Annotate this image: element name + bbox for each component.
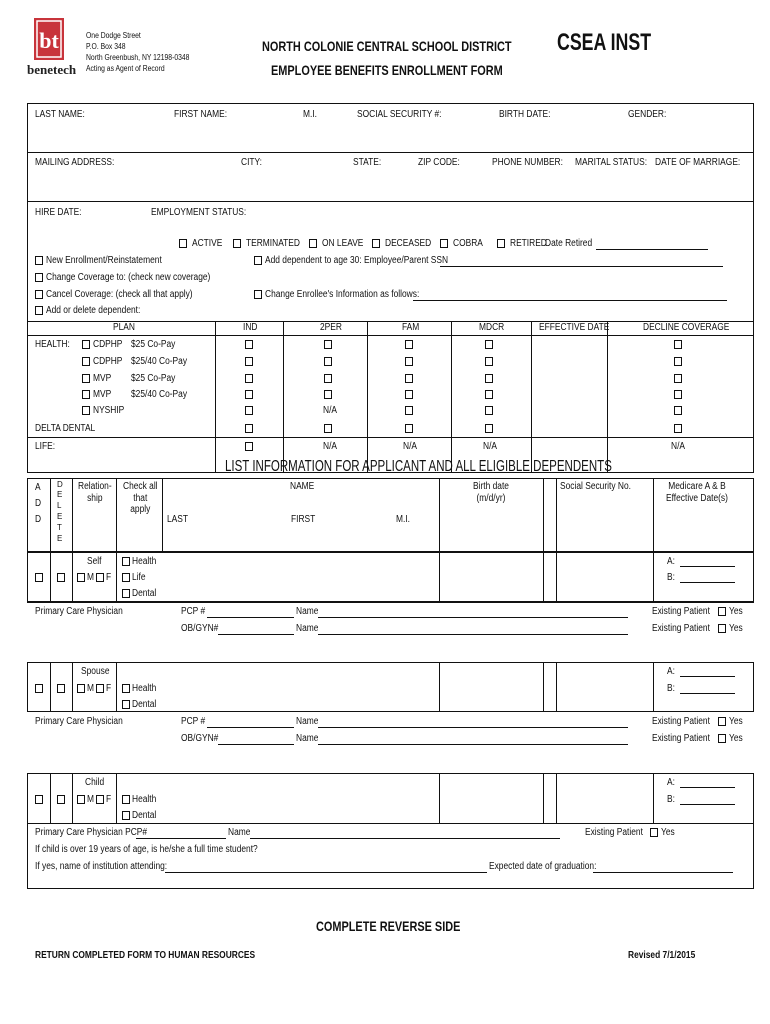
spouse-label: Spouse	[81, 666, 110, 677]
pcp-name-field[interactable]	[318, 617, 628, 618]
ssn-header: Social Security No.	[560, 481, 631, 492]
ind-checkbox[interactable]	[245, 390, 253, 399]
obgyn-name-field[interactable]	[318, 634, 628, 635]
decline-checkbox[interactable]	[674, 390, 682, 399]
mdcr-checkbox[interactable]	[485, 374, 493, 383]
status-terminated-label: TERMINATED	[246, 238, 300, 249]
2per-checkbox[interactable]	[324, 424, 332, 433]
male-label: M	[87, 683, 95, 694]
district-name: NORTH COLONIE CENTRAL SCHOOL DISTRICT	[262, 38, 512, 54]
city-label: CITY:	[241, 157, 263, 168]
delete-letter: E	[57, 534, 63, 543]
first-header: FIRST	[291, 514, 316, 525]
existing-patient-checkbox[interactable]	[718, 624, 726, 633]
dental-label: Dental	[132, 699, 157, 710]
existing-patient-label: Existing Patient	[585, 827, 643, 838]
change-coverage-checkbox[interactable]	[35, 273, 43, 282]
yes-label: Yes	[661, 827, 675, 838]
existing-patient-checkbox[interactable]	[718, 607, 726, 616]
status-retired-label: RETIRED	[510, 238, 547, 249]
name-header: NAME	[290, 481, 315, 492]
new-enrollment-checkbox[interactable]	[35, 256, 43, 265]
add-letter: A	[35, 482, 41, 493]
child-pcp-label: Primary Care Physician PCP#	[35, 827, 148, 838]
cancel-coverage-checkbox[interactable]	[35, 290, 43, 299]
plan-row-checkbox[interactable]	[82, 390, 90, 399]
medicare-b-field[interactable]	[680, 582, 735, 583]
plan-rate: $25/40 Co-Pay	[131, 356, 188, 367]
change-info-checkbox[interactable]	[254, 290, 262, 299]
birth-header: Birth date (m/d/yr)	[473, 481, 509, 504]
relationship-header: Relation- ship	[78, 481, 112, 504]
institution-label: If yes, name of institution attending:	[35, 861, 168, 872]
medicare-header: Medicare A & B Effective Date(s)	[666, 481, 728, 504]
spouse-delete-checkbox[interactable]	[57, 684, 65, 693]
yes-label: Yes	[729, 606, 743, 617]
marital-status-label: MARITAL STATUS:	[575, 157, 648, 168]
status-active-label: ACTIVE	[192, 238, 223, 249]
last-header: LAST	[167, 514, 189, 525]
pcp-name-label: Name	[296, 606, 319, 617]
obgyn-name-field[interactable]	[318, 744, 628, 745]
female-label: F	[106, 683, 112, 694]
medicare-a-field[interactable]	[680, 566, 735, 567]
graduation-label: Expected date of graduation:	[489, 861, 597, 872]
ind-header: IND	[243, 322, 258, 333]
medicare-a-field[interactable]	[680, 676, 735, 677]
mdcr-header: MDCR	[479, 322, 505, 333]
institution-field[interactable]	[165, 872, 487, 873]
2per-checkbox[interactable]	[324, 374, 332, 383]
health-label: Health	[132, 794, 157, 805]
medicare-a-label: A:	[667, 666, 675, 677]
yes-label: Yes	[729, 623, 743, 634]
first-name-label: FIRST NAME:	[174, 109, 228, 120]
marriage-date-label: DATE OF MARRIAGE:	[655, 157, 741, 168]
pcp-name-label: Name	[296, 716, 319, 727]
complete-reverse-side: COMPLETE REVERSE SIDE	[316, 918, 461, 934]
plan-name: MVP	[93, 389, 112, 400]
male-label: M	[87, 572, 95, 583]
child-label: Child	[85, 777, 105, 788]
medicare-a-field[interactable]	[680, 787, 735, 788]
decline-checkbox[interactable]	[674, 406, 682, 415]
birth-date-label: BIRTH DATE:	[499, 109, 551, 120]
add-dependent-30-label: Add dependent to age 30: Employee/Parent SSN	[265, 255, 449, 266]
medicare-b-field[interactable]	[680, 693, 735, 694]
delete-letter: E	[57, 512, 63, 521]
plan-row-checkbox[interactable]	[82, 340, 90, 349]
status-active-checkbox[interactable]	[179, 239, 187, 248]
fam-header: FAM	[402, 322, 420, 333]
2per-header: 2PER	[320, 322, 342, 333]
pcp-label: Primary Care Physician	[35, 716, 123, 727]
status-on-leave-label: ON LEAVE	[322, 238, 364, 249]
2per-checkbox[interactable]	[324, 340, 332, 349]
effective-date-header: EFFECTIVE DATE	[539, 322, 610, 333]
pcp-label: Primary Care Physician	[35, 606, 123, 617]
existing-patient-label: Existing Patient	[652, 716, 710, 727]
self-male-checkbox[interactable]	[77, 573, 85, 582]
plan-row-checkbox[interactable]	[82, 357, 90, 366]
fam-checkbox[interactable]	[405, 390, 413, 399]
mi-header: M.I.	[396, 514, 411, 525]
spouse-dental-checkbox[interactable]	[122, 700, 130, 709]
child-pcp-name-field[interactable]	[250, 838, 560, 839]
mdcr-checkbox[interactable]	[485, 390, 493, 399]
plan-name: CDPHP	[93, 339, 123, 350]
obgyn-name-label: Name	[296, 623, 319, 634]
child-delete-checkbox[interactable]	[57, 795, 65, 804]
benetech-logo-mark	[34, 18, 64, 60]
new-enrollment-label: New Enrollment/Reinstatement	[46, 255, 162, 266]
mdcr-checkbox[interactable]	[485, 357, 493, 366]
state-label: STATE:	[353, 157, 382, 168]
child-pcp-name-label: Name	[228, 827, 251, 838]
self-life-checkbox[interactable]	[122, 573, 130, 582]
dental-label: Dental	[132, 810, 157, 821]
existing-patient-label: Existing Patient	[652, 606, 710, 617]
fam-checkbox[interactable]	[405, 424, 413, 433]
pcp-number-field[interactable]	[207, 727, 294, 728]
spouse-add-checkbox[interactable]	[35, 684, 43, 693]
child-health-checkbox[interactable]	[122, 795, 130, 804]
child-dental-checkbox[interactable]	[122, 811, 130, 820]
ind-checkbox[interactable]	[245, 424, 253, 433]
revision-date: Revised 7/1/2015	[628, 950, 696, 961]
status-on-leave-checkbox[interactable]	[309, 239, 317, 248]
add-letter: D	[35, 514, 42, 525]
existing-patient-label: Existing Patient	[652, 733, 710, 744]
status-terminated-checkbox[interactable]	[233, 239, 241, 248]
existing-patient-checkbox[interactable]	[718, 734, 726, 743]
ind-checkbox[interactable]	[245, 442, 253, 451]
add-delete-dependent-checkbox[interactable]	[35, 306, 43, 315]
decline-checkbox[interactable]	[674, 357, 682, 366]
pcp-number-label: PCP #	[181, 716, 206, 727]
female-label: F	[106, 572, 112, 583]
plan-name: NYSHIP	[93, 405, 125, 416]
life-label: LIFE:	[35, 441, 56, 452]
na-text: N/A	[671, 441, 686, 452]
self-label: Self	[87, 556, 102, 567]
yes-label: Yes	[729, 733, 743, 744]
plan-rate: $25 Co-Pay	[131, 373, 176, 384]
spouse-female-checkbox[interactable]	[96, 684, 104, 693]
self-health-checkbox[interactable]	[122, 557, 130, 566]
form-title: EMPLOYEE BENEFITS ENROLLMENT FORM	[271, 62, 503, 78]
add-letter: D	[35, 498, 42, 509]
change-coverage-label: Change Coverage to: (check new coverage)	[46, 272, 211, 283]
zip-label: ZIP CODE:	[418, 157, 460, 168]
add-delete-dependent-label: Add or delete dependent:	[46, 305, 141, 316]
decline-coverage-header: DECLINE COVERAGE	[643, 322, 730, 333]
mdcr-checkbox[interactable]	[485, 424, 493, 433]
address-line: One Dodge Street	[86, 31, 141, 40]
medicare-a-label: A:	[667, 777, 675, 788]
dental-label: Dental	[132, 588, 157, 599]
plan-name: CDPHP	[93, 356, 123, 367]
plan-rate: $25/40 Co-Pay	[131, 389, 188, 400]
self-female-checkbox[interactable]	[96, 573, 104, 582]
obgyn-label: OB/GYN#	[181, 623, 219, 634]
delete-letter: T	[57, 523, 62, 532]
plan-row-checkbox[interactable]	[82, 374, 90, 383]
decline-checkbox[interactable]	[674, 340, 682, 349]
logo-text: benetech	[27, 62, 77, 77]
plan-rate: $25 Co-Pay	[131, 339, 176, 350]
health-label: HEALTH:	[35, 339, 70, 350]
retired-date-label: Date Retired	[545, 238, 593, 249]
address-line: P.O. Box 348	[86, 42, 126, 51]
unit-title: CSEA INST	[557, 29, 652, 56]
child-female-checkbox[interactable]	[96, 795, 104, 804]
cancel-coverage-label: Cancel Coverage: (check all that apply)	[46, 289, 193, 300]
na-text: N/A	[403, 441, 418, 452]
obgyn-number-field[interactable]	[218, 634, 294, 635]
ind-checkbox[interactable]	[245, 340, 253, 349]
parent-ssn-field[interactable]	[440, 266, 723, 267]
status-deceased-checkbox[interactable]	[372, 239, 380, 248]
retired-date-field[interactable]	[596, 249, 708, 250]
status-deceased-label: DECEASED	[385, 238, 432, 249]
life-label: Life	[132, 572, 146, 583]
delete-letter: E	[57, 490, 63, 499]
medicare-b-label: B:	[667, 794, 675, 805]
self-add-checkbox[interactable]	[35, 573, 43, 582]
svg-text:bt: bt	[39, 28, 59, 53]
existing-patient-label: Existing Patient	[652, 623, 710, 634]
dependents-title: LIST INFORMATION FOR APPLICANT AND ALL ELIGIBLE DEPENDENTS	[225, 458, 612, 475]
child-pcp-number-field[interactable]	[136, 838, 226, 839]
mailing-address-label: MAILING ADDRESS:	[35, 157, 115, 168]
health-label: Health	[132, 556, 157, 567]
existing-patient-checkbox[interactable]	[718, 717, 726, 726]
add-dependent-30-checkbox[interactable]	[254, 256, 262, 265]
spouse-male-checkbox[interactable]	[77, 684, 85, 693]
plan-name: MVP	[93, 373, 112, 384]
return-instructions: RETURN COMPLETED FORM TO HUMAN RESOURCES	[35, 950, 256, 961]
medicare-b-field[interactable]	[680, 804, 735, 805]
mi-label: M.I.	[303, 109, 318, 120]
address-line: Acting as Agent of Record	[86, 64, 165, 73]
pcp-number-field[interactable]	[207, 617, 294, 618]
ind-checkbox[interactable]	[245, 406, 253, 415]
delta-dental-label: DELTA DENTAL	[35, 423, 96, 434]
decline-checkbox[interactable]	[674, 424, 682, 433]
ind-checkbox[interactable]	[245, 374, 253, 383]
na-text: N/A	[323, 441, 338, 452]
self-delete-checkbox[interactable]	[57, 573, 65, 582]
obgyn-label: OB/GYN#	[181, 733, 219, 744]
delete-letter: D	[57, 480, 63, 489]
employment-status-label: EMPLOYMENT STATUS:	[151, 207, 247, 218]
2per-checkbox[interactable]	[324, 357, 332, 366]
medicare-a-label: A:	[667, 556, 675, 567]
decline-checkbox[interactable]	[674, 374, 682, 383]
obgyn-number-field[interactable]	[218, 744, 294, 745]
medicare-b-label: B:	[667, 572, 675, 583]
graduation-field[interactable]	[593, 872, 733, 873]
gender-label: GENDER:	[628, 109, 667, 120]
status-cobra-label: COBRA	[453, 238, 483, 249]
status-retired-checkbox[interactable]	[497, 239, 505, 248]
ssn-label: SOCIAL SECURITY #:	[357, 109, 442, 120]
plan-row-checkbox[interactable]	[82, 406, 90, 415]
last-name-label: LAST NAME:	[35, 109, 85, 120]
health-label: Health	[132, 683, 157, 694]
fam-checkbox[interactable]	[405, 374, 413, 383]
mdcr-checkbox[interactable]	[485, 340, 493, 349]
fam-checkbox[interactable]	[405, 357, 413, 366]
child-male-checkbox[interactable]	[77, 795, 85, 804]
plan-header: PLAN	[113, 322, 135, 333]
yes-label: Yes	[729, 716, 743, 727]
spouse-health-checkbox[interactable]	[122, 684, 130, 693]
na-text: N/A	[323, 405, 338, 416]
address-line: North Greenbush, NY 12198-0348	[86, 53, 190, 62]
pcp-name-field[interactable]	[318, 727, 628, 728]
ind-checkbox[interactable]	[245, 357, 253, 366]
male-label: M	[87, 794, 95, 805]
phone-label: PHONE NUMBER:	[492, 157, 563, 168]
mdcr-checkbox[interactable]	[485, 406, 493, 415]
pcp-number-label: PCP #	[181, 606, 206, 617]
na-text: N/A	[483, 441, 498, 452]
delete-letter: L	[57, 501, 62, 510]
fam-checkbox[interactable]	[405, 406, 413, 415]
2per-checkbox[interactable]	[324, 390, 332, 399]
fam-checkbox[interactable]	[405, 340, 413, 349]
check-all-header: Check all that apply	[123, 481, 158, 515]
student-question: If child is over 19 years of age, is he/she a full time student?	[35, 844, 258, 855]
existing-patient-checkbox[interactable]	[650, 828, 658, 837]
self-dental-checkbox[interactable]	[122, 589, 130, 598]
child-add-checkbox[interactable]	[35, 795, 43, 804]
female-label: F	[106, 794, 112, 805]
change-info-field[interactable]	[413, 300, 727, 301]
hire-date-label: HIRE DATE:	[35, 207, 82, 218]
obgyn-name-label: Name	[296, 733, 319, 744]
change-info-label: Change Enrollee's Information as follows:	[265, 289, 420, 300]
status-cobra-checkbox[interactable]	[440, 239, 448, 248]
medicare-b-label: B:	[667, 683, 675, 694]
